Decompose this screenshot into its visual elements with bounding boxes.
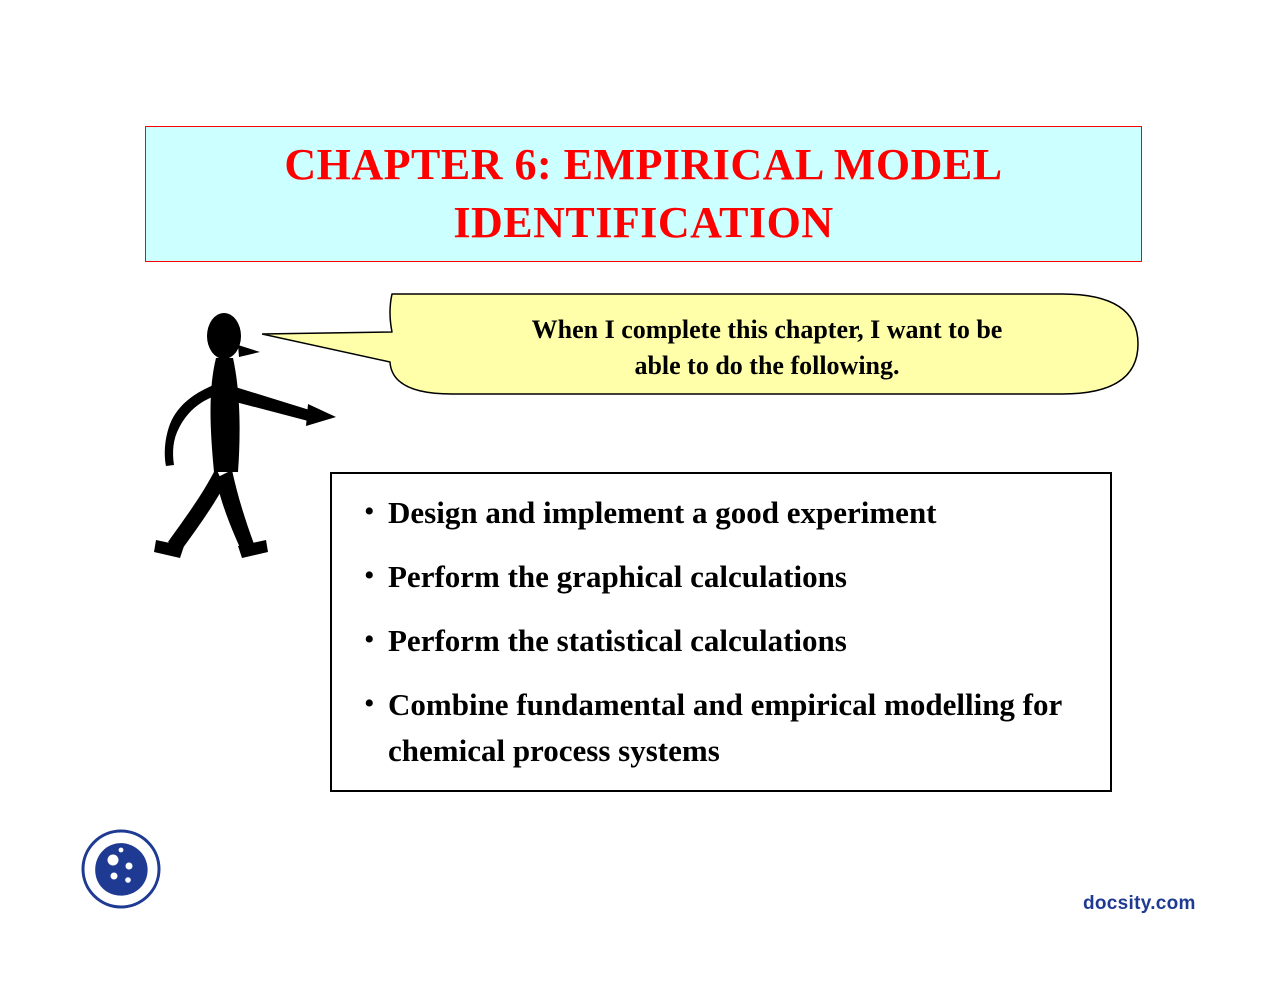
slide-title-line-1: CHAPTER 6: EMPIRICAL MODEL bbox=[284, 140, 1003, 189]
slide-title-line-2: IDENTIFICATION bbox=[453, 198, 834, 247]
objectives-box bbox=[330, 472, 1112, 792]
slide-title-box bbox=[145, 126, 1142, 262]
list-item bbox=[352, 554, 1090, 600]
objective-text: Perform the graphical calculations bbox=[388, 559, 847, 594]
bullet-icon: • bbox=[364, 687, 375, 720]
list-item bbox=[352, 618, 1090, 664]
speech-bubble-text bbox=[412, 312, 1122, 384]
list-item bbox=[352, 682, 1090, 774]
speech-bubble-line-2: able to do the following. bbox=[634, 351, 900, 380]
docsity-logo-icon bbox=[80, 828, 162, 910]
bullet-icon: • bbox=[364, 559, 375, 592]
objective-text: Perform the statistical calculations bbox=[388, 623, 847, 658]
speech-bubble-line-1: When I complete this chapter, I want to be bbox=[531, 315, 1003, 344]
footer-watermark: docsity.com bbox=[1083, 893, 1196, 914]
objective-text: Design and implement a good experiment bbox=[388, 495, 937, 530]
speech-bubble bbox=[262, 288, 1142, 418]
objective-text: Combine fundamental and empirical modelling for chemical process systems bbox=[388, 687, 1062, 768]
list-item bbox=[352, 490, 1090, 536]
bullet-icon: • bbox=[364, 495, 375, 528]
bullet-icon: • bbox=[364, 623, 375, 656]
